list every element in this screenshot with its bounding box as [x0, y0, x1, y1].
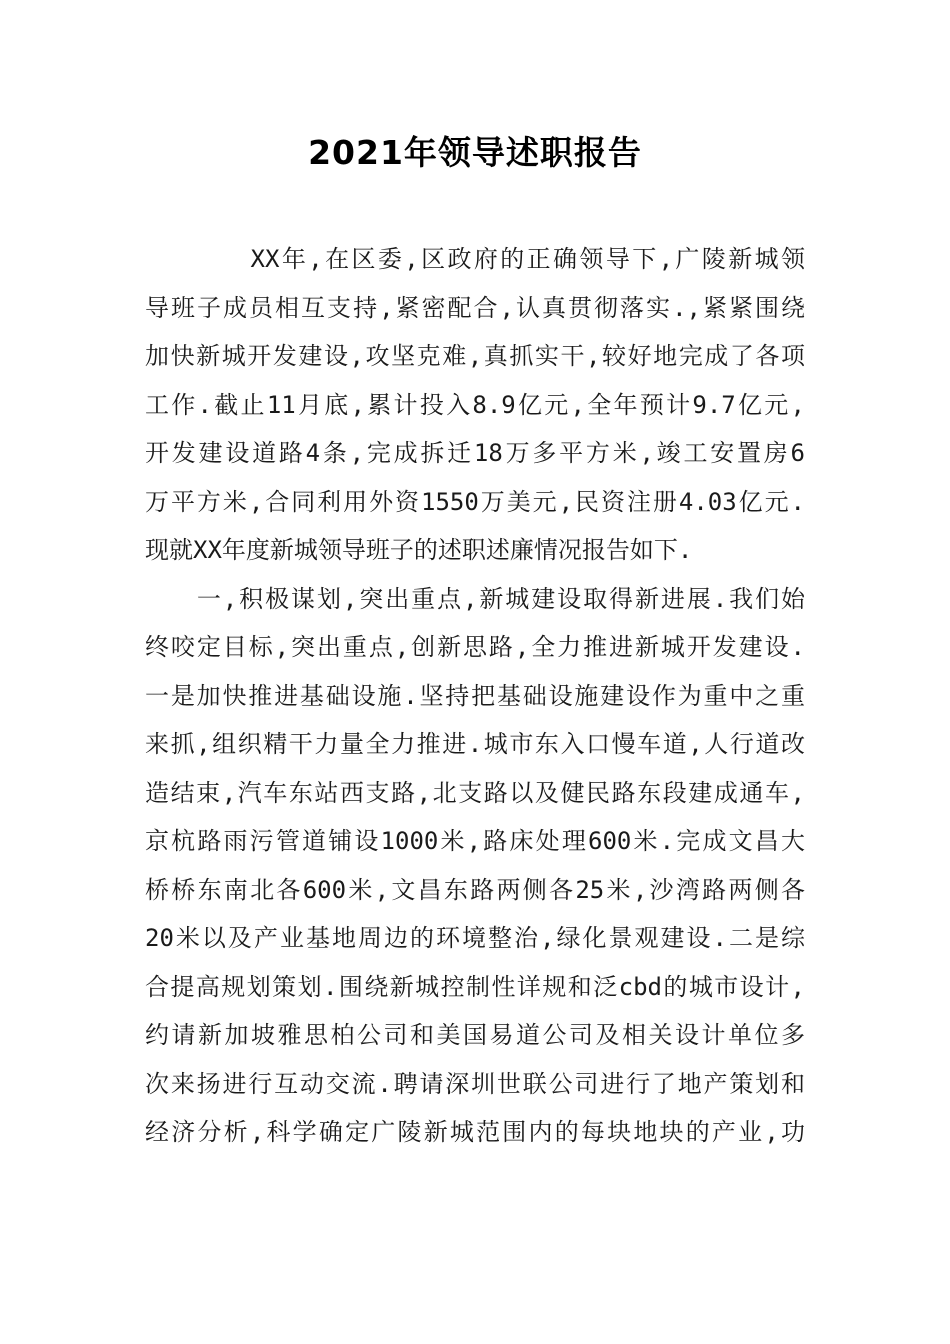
paragraph-line: 桥桥东南北各600米,文昌东路两侧各25米,沙湾路两侧各 [145, 875, 805, 904]
paragraph-line: 工作.截止11月底,累计投入8.9亿元,全年预计9.7亿元, [145, 390, 805, 419]
paragraph-line: 万平方米,合同利用外资1550万美元,民资注册4.03亿元. [145, 487, 805, 516]
paragraph-line: 一是加快推进基础设施.坚持把基础设施建设作为重中之重 [145, 681, 805, 710]
paragraph-line: 导班子成员相互支持,紧密配合,认真贯彻落实.,紧紧围绕 [145, 293, 805, 322]
paragraph-line: 次来扬进行互动交流.聘请深圳世联公司进行了地产策划和 [145, 1069, 805, 1098]
document-body [145, 235, 805, 1157]
paragraph-line: 造结束,汽车东站西支路,北支路以及健民路东段建成通车, [145, 778, 805, 807]
document-title: 2021年领导述职报告 [308, 133, 642, 172]
paragraph-line: 20米以及产业基地周边的环境整治,绿化景观建设.二是综 [145, 924, 805, 952]
paragraph-line: 一,积极谋划,突出重点,新城建设取得新进展.我们始 [145, 584, 805, 613]
paragraph-line: 约请新加坡雅思柏公司和美国易道公司及相关设计单位多 [145, 1021, 805, 1049]
paragraph-line: XX年,在区委,区政府的正确领导下,广陵新城领 [145, 245, 805, 273]
paragraph-line: 来抓,组织精干力量全力推进.城市东入口慢车道,人行道改 [145, 730, 805, 758]
paragraph-line: 终咬定目标,突出重点,创新思路,全力推进新城开发建设. [145, 633, 805, 661]
paragraph-line: 加快新城开发建设,攻坚克难,真抓实干,较好地完成了各项 [145, 342, 805, 370]
paragraph-line: 现就XX年度新城领导班子的述职述廉情况报告如下. [145, 536, 693, 564]
paragraph-line: 合提高规划策划.围绕新城控制性详规和泛cbd的城市设计, [145, 972, 805, 1001]
paragraph-line: 开发建设道路4条,完成拆迁18万多平方米,竣工安置房6 [145, 439, 805, 467]
paragraph-line: 经济分析,科学确定广陵新城范围内的每块地块的产业,功 [145, 1118, 805, 1146]
paragraph-line: 京杭路雨污管道铺设1000米,路床处理600米.完成文昌大 [145, 827, 805, 855]
